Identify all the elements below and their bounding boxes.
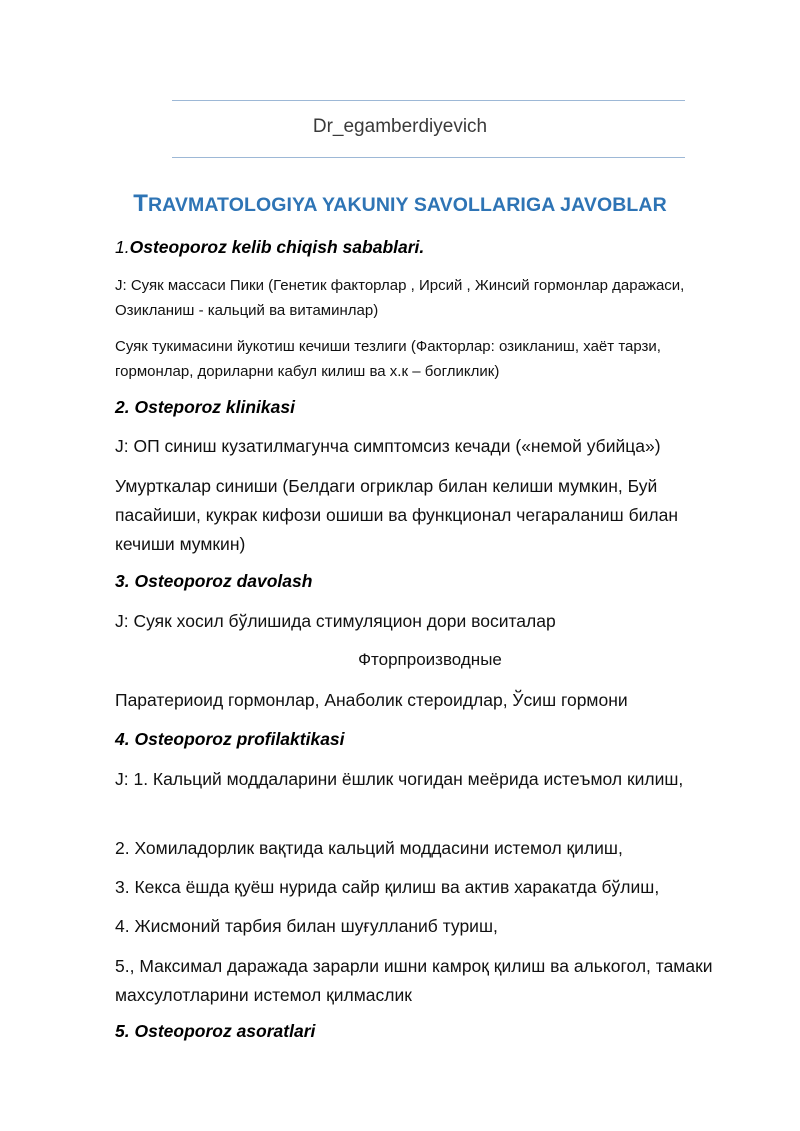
title-first-letter: T bbox=[133, 190, 148, 217]
header-rule-bottom bbox=[172, 157, 685, 158]
section-4-paragraph-3: 3. Кекса ёшда қуёш нурида сайр қилиш ва актив харакатда бўлиш, bbox=[115, 877, 660, 897]
section-1-title: Osteoporoz kelib chiqish sabablari. bbox=[129, 237, 425, 257]
section-4-paragraph-5: 5., Максимал даражада зарарли ишни камроқ қилиш ва алькогол, тамаки махсулотларини истемол қилмаслик bbox=[115, 956, 713, 1005]
title-rest: RAVMATOLOGIYA YAKUNIY SAVOLLARIGA JAVOBLAR bbox=[147, 194, 667, 216]
section-1-paragraph-1: J: Суяк массаси Пики (Генетик факторлар , Ирсий , Жинсий гормонлар даражаси, Озикланиш - кальций ва витаминлар) bbox=[115, 277, 685, 319]
section-3-heading bbox=[115, 571, 312, 592]
section-3-paragraph-2: Фторпроизводные bbox=[358, 650, 502, 669]
section-1-number: 1. bbox=[115, 237, 130, 257]
section-2-title: Osteporoz klinikasi bbox=[134, 397, 295, 417]
section-3-title: Osteoporoz davolash bbox=[134, 571, 313, 591]
section-5-number: 5. bbox=[115, 1021, 130, 1041]
section-1-paragraph-2: Суяк тукимасини йукотиш кечиши тезлиги (Факторлар: озикланиш, хаёт тарзи, гормонлар, дориларни кабул килиш ва х.к – богликлик) bbox=[115, 338, 661, 380]
section-3-number: 3. bbox=[115, 571, 130, 591]
section-1-heading bbox=[115, 237, 424, 258]
section-2-paragraph-2: Умурткалар синиши (Белдаги огриклар билан келиши мумкин, Буй пасайиши, кукрак кифози ошиши ва функционал чегараланиш билан кечиши мумкин) bbox=[115, 476, 678, 554]
author-name: Dr_egamberdiyevich bbox=[312, 116, 488, 137]
document-title bbox=[0, 190, 800, 218]
section-4-heading bbox=[115, 729, 345, 750]
section-4-number: 4. bbox=[115, 729, 130, 749]
section-4-paragraph-2: 2. Хомиладорлик вақтида кальций моддасини истемол қилиш, bbox=[115, 838, 623, 858]
section-2-heading bbox=[115, 397, 295, 418]
section-5-heading bbox=[115, 1021, 315, 1042]
section-5-title: Osteoporoz asoratlari bbox=[134, 1021, 316, 1041]
section-3-paragraph-1: J: Суяк хосил бўлишида стимуляцион дори воситалар bbox=[115, 611, 556, 631]
section-2-number: 2. bbox=[115, 397, 130, 417]
section-2-paragraph-1: J: ОП синиш кузатилмагунча симптомсиз кечади («немой убийца») bbox=[115, 436, 661, 456]
section-4-title: Osteoporoz profilaktikasi bbox=[134, 729, 345, 749]
section-4-paragraph-4: 4. Жисмоний тарбия билан шуғулланиб туриш, bbox=[115, 916, 498, 936]
section-3-paragraph-3: Паратериоид гормонлар, Анаболик стероидлар, Ўсиш гормони bbox=[115, 690, 628, 710]
header-rule-top bbox=[172, 100, 685, 101]
section-4-paragraph-1: J: 1. Кальций моддаларини ёшлик чогидан меёрида истеъмол килиш, bbox=[115, 769, 684, 789]
